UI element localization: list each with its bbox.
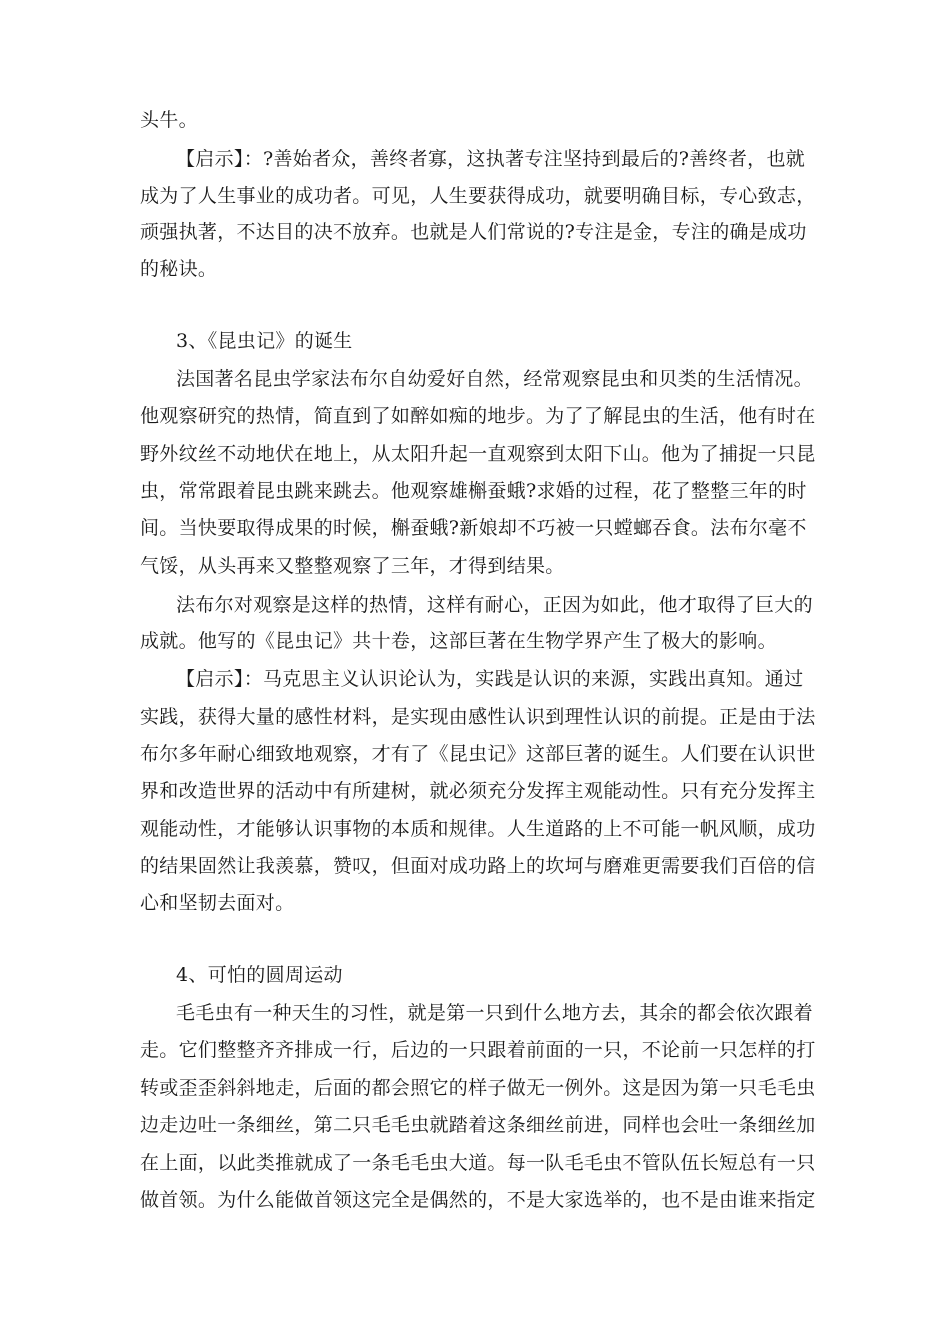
text-line: 心和坚韧去面对。 bbox=[140, 892, 295, 914]
text-line: 他观察研究的热情，简直到了如醉如痴的地步。为了了解昆虫的生活，他有时在 bbox=[140, 405, 816, 427]
section-heading: 4、可怕的圆周运动 bbox=[176, 964, 343, 986]
text-line: 走。它们整整齐齐排成一行，后边的一只跟着前面的一只，不论前一只怎样的打 bbox=[140, 1039, 816, 1061]
text-line: 成就。他写的《昆虫记》共十卷，这部巨著在生物学界产生了极大的影响。 bbox=[140, 630, 777, 652]
text-line: 头牛。 bbox=[140, 109, 198, 131]
text-line: 实践，获得大量的感性材料，是实现由感性认识到理性认识的前提。正是由于法 bbox=[140, 706, 816, 728]
text-line: 边走边吐一条细丝，第二只毛毛虫就踏着这条细丝前进，同样也会吐一条细丝加 bbox=[140, 1114, 816, 1136]
text-line: 气馁，从头再来又整整观察了三年，才得到结果。 bbox=[140, 555, 565, 577]
text-line: 成为了人生事业的成功者。可见，人生要获得成功，就要明确目标，专心致志， bbox=[140, 185, 816, 207]
text-line: 转或歪歪斜斜地走，后面的都会照它的样子做无一例外。这是因为第一只毛毛虫 bbox=[140, 1077, 816, 1099]
text-line: 【启示】：马克思主义认识论认为，实践是认识的来源，实践出真知。通过 bbox=[176, 668, 804, 690]
text-line: 虫，常常跟着昆虫跳来跳去。他观察雄槲蚕蛾?求婚的过程，花了整整三年的时 bbox=[140, 480, 807, 502]
text-line: 毛毛虫有一种天生的习性，就是第一只到什么地方去，其余的都会依次跟着 bbox=[176, 1002, 813, 1024]
section-heading: 3、《昆虫记》的诞生 bbox=[176, 330, 353, 352]
text-line: 【启示】：?善始者众，善终者寡，这执著专注坚持到最后的?善终者，也就 bbox=[176, 148, 806, 170]
text-line: 在上面，以此类推就成了一条毛毛虫大道。每一队毛毛虫不管队伍长短总有一只 bbox=[140, 1152, 816, 1174]
text-line: 的秘诀。 bbox=[140, 258, 218, 280]
text-line: 法布尔对观察是这样的热情，这样有耐心，正因为如此，他才取得了巨大的 bbox=[176, 594, 813, 616]
text-line: 顽强执著，不达目的决不放弃。也就是人们常说的?专注是金，专注的确是成功 bbox=[140, 221, 807, 243]
text-line: 做首领。为什么能做首领这完全是偶然的，不是大家选举的，也不是由谁来指定 bbox=[140, 1189, 816, 1211]
text-line: 法国著名昆虫学家法布尔自幼爱好自然，经常观察昆虫和贝类的生活情况。 bbox=[176, 368, 813, 390]
text-line: 界和改造世界的活动中有所建树，就必须充分发挥主观能动性。只有充分发挥主 bbox=[140, 780, 816, 802]
text-line: 布尔多年耐心细致地观察，才有了《昆虫记》这部巨著的诞生。人们要在认识世 bbox=[140, 743, 816, 765]
text-line: 间。当快要取得成果的时候，槲蚕蛾?新娘却不巧被一只螳螂吞食。法布尔毫不 bbox=[140, 517, 807, 539]
text-line: 的结果固然让我羡慕，赞叹，但面对成功路上的坎坷与磨难更需要我们百倍的信 bbox=[140, 855, 816, 877]
text-line: 观能动性，才能够认识事物的本质和规律。人生道路的上不可能一帆风顺，成功 bbox=[140, 818, 816, 840]
text-line: 野外纹丝不动地伏在地上，从太阳升起一直观察到太阳下山。他为了捕捉一只昆 bbox=[140, 443, 816, 465]
